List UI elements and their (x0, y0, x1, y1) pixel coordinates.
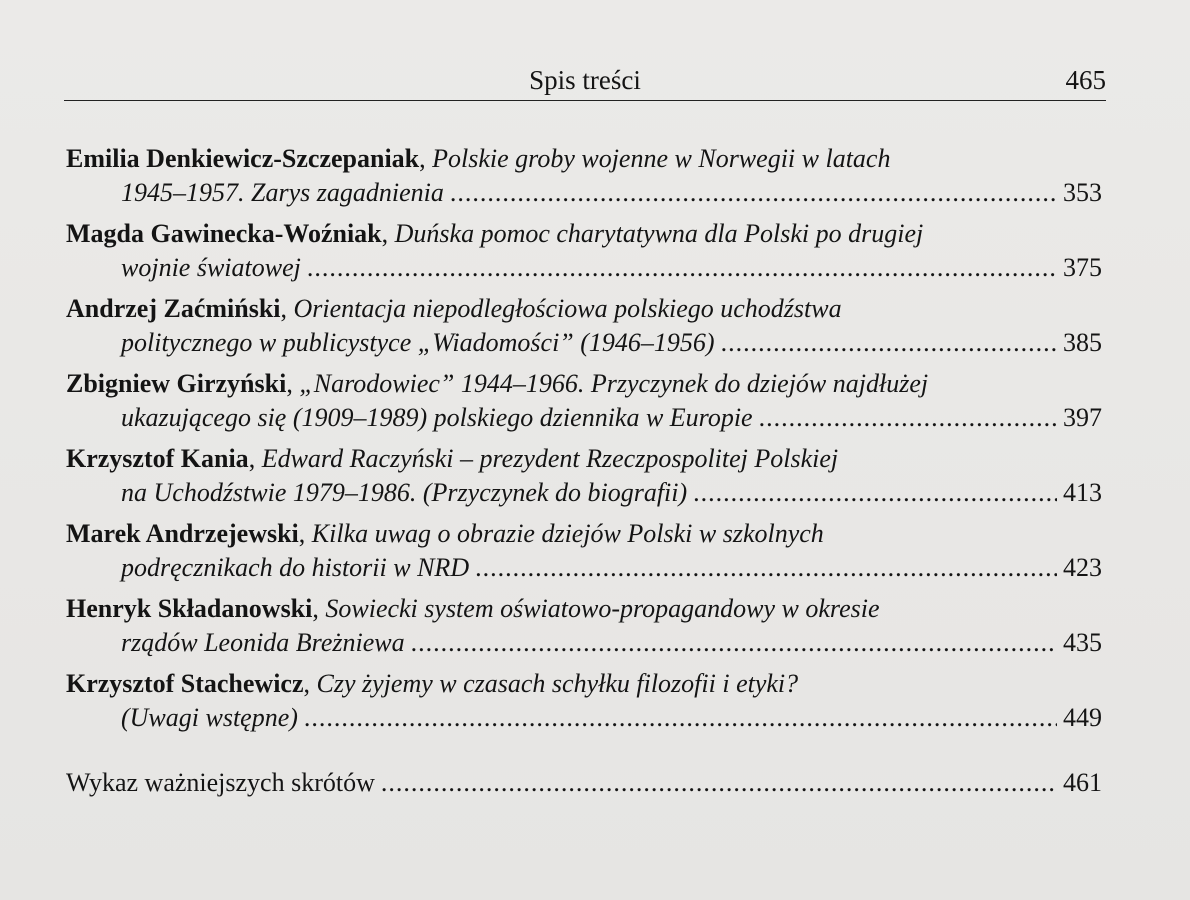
dot-leader (450, 176, 1057, 210)
toc-entry-line1: Andrzej Zaćmiński, Orientacja niepodległościowa polskiego uchodźstwa (66, 294, 842, 323)
toc-entry-title-line1: Orientacja niepodległościowa polskiego uchodźstwa (293, 294, 842, 323)
toc-entry-line1: Magda Gawinecka-Woźniak, Duńska pomoc charytatywna dla Polski po drugiej (66, 219, 924, 248)
toc-entry-page: 413 (1063, 478, 1102, 507)
toc-entry-title-line2: podręcznikach do historii w NRD (121, 553, 470, 582)
dot-leader (475, 551, 1057, 585)
toc-entry-title-line2: 1945–1957. Zarys zagadnienia (121, 178, 444, 207)
toc-entry-title-line1: Polskie groby wojenne w Norwegii w latach (432, 144, 891, 173)
toc-entry (66, 217, 1102, 285)
toc-entry-title-line1: Edward Raczyński – prezydent Rzeczpospolitej Polskiej (261, 444, 839, 473)
toc-entry-line1: Krzysztof Stachewicz, Czy żyjemy w czasach schyłku filozofii i etyki? (66, 669, 799, 698)
toc-entry-title-line2: na Uchodźstwie 1979–1986. (Przyczynek do biografii) (121, 478, 688, 507)
abbreviations-label: Wykaz ważniejszych skrótów (66, 768, 375, 797)
toc-entry-page: 375 (1063, 253, 1102, 282)
toc-entry-title-line2: rządów Leonida Breżniewa (121, 628, 405, 657)
toc-entry (66, 442, 1102, 510)
dot-leader (307, 251, 1057, 285)
toc-entry-line2 (66, 401, 1102, 435)
toc-entry-author: Krzysztof Kania (66, 444, 249, 473)
dot-leader (381, 766, 1057, 800)
toc-entry-line2 (66, 176, 1102, 210)
toc-entry (66, 292, 1102, 360)
toc-entry-page: 353 (1063, 178, 1102, 207)
toc-entry-title-line1: Duńska pomoc charytatywna dla Polski po drugiej (394, 219, 924, 248)
toc-entry-line2 (66, 626, 1102, 660)
running-header-title: Spis treści (529, 65, 641, 95)
toc-entry-line1: Henryk Składanowski, Sowiecki system oświatowo-propagandowy w okresie (66, 594, 880, 623)
toc-entry (66, 592, 1102, 660)
header-rule (64, 100, 1106, 101)
running-header (64, 62, 1106, 98)
toc-entry-title-line1: Czy żyjemy w czasach schyłku filozofii i etyki? (316, 669, 799, 698)
toc-entry-title-line2: politycznego w publicystyce „Wiadomości” (1946–1956) (121, 328, 715, 357)
toc-entry-title-line2: (Uwagi wstępne) (121, 703, 298, 732)
toc-entry-line2 (66, 326, 1102, 360)
toc-entry (66, 667, 1102, 735)
dot-leader (759, 401, 1057, 435)
toc-entry-line1: Emilia Denkiewicz-Szczepaniak, Polskie groby wojenne w Norwegii w latach (66, 144, 891, 173)
toc-entry-page: 435 (1063, 628, 1102, 657)
toc-entry-line1: Krzysztof Kania, Edward Raczyński – prezydent Rzeczpospolitej Polskiej (66, 444, 839, 473)
toc-entry-line2 (66, 701, 1102, 735)
toc-entry-title-line2: ukazującego się (1909–1989) polskiego dziennika w Europie (121, 403, 753, 432)
dot-leader (304, 701, 1057, 735)
toc-entry-line1: Zbigniew Girzyński, „Narodowiec” 1944–1966. Przyczynek do dziejów najdłużej (66, 369, 929, 398)
toc-entry-page: 397 (1063, 403, 1102, 432)
toc-entry-author: Henryk Składanowski (66, 594, 313, 623)
table-of-contents (66, 142, 1102, 742)
toc-entry-title-line2: wojnie światowej (121, 253, 301, 282)
toc-entry-line1: Marek Andrzejewski, Kilka uwag o obrazie dziejów Polski w szkolnych (66, 519, 824, 548)
dot-leader (411, 626, 1057, 660)
toc-entry-line2 (66, 251, 1102, 285)
toc-entry-author: Zbigniew Girzyński (66, 369, 287, 398)
toc-entry-author: Magda Gawinecka-Woźniak (66, 219, 382, 248)
running-header-page-number: 465 (1065, 65, 1106, 95)
toc-entry-page: 423 (1063, 553, 1102, 582)
toc-entry-line2 (66, 551, 1102, 585)
toc-entry-page: 449 (1063, 703, 1102, 732)
toc-entry-author: Krzysztof Stachewicz (66, 669, 304, 698)
toc-entry-author: Andrzej Zaćmiński (66, 294, 281, 323)
toc-entry-title-line1: Kilka uwag o obrazie dziejów Polski w szkolnych (311, 519, 824, 548)
toc-entry-page: 385 (1063, 328, 1102, 357)
toc-entry-line2 (66, 476, 1102, 510)
abbreviations-page: 461 (1063, 768, 1102, 797)
toc-entry (66, 367, 1102, 435)
toc-entry (66, 142, 1102, 210)
dot-leader (721, 326, 1057, 360)
toc-entry (66, 517, 1102, 585)
dot-leader (693, 476, 1057, 510)
toc-entry-title-line1: „Narodowiec” 1944–1966. Przyczynek do dziejów najdłużej (299, 369, 929, 398)
toc-entry-abbreviations (66, 766, 1102, 800)
toc-entry-title-line1: Sowiecki system oświatowo-propagandowy w okresie (325, 594, 880, 623)
toc-entry-author: Marek Andrzejewski (66, 519, 299, 548)
toc-entry-author: Emilia Denkiewicz-Szczepaniak (66, 144, 420, 173)
